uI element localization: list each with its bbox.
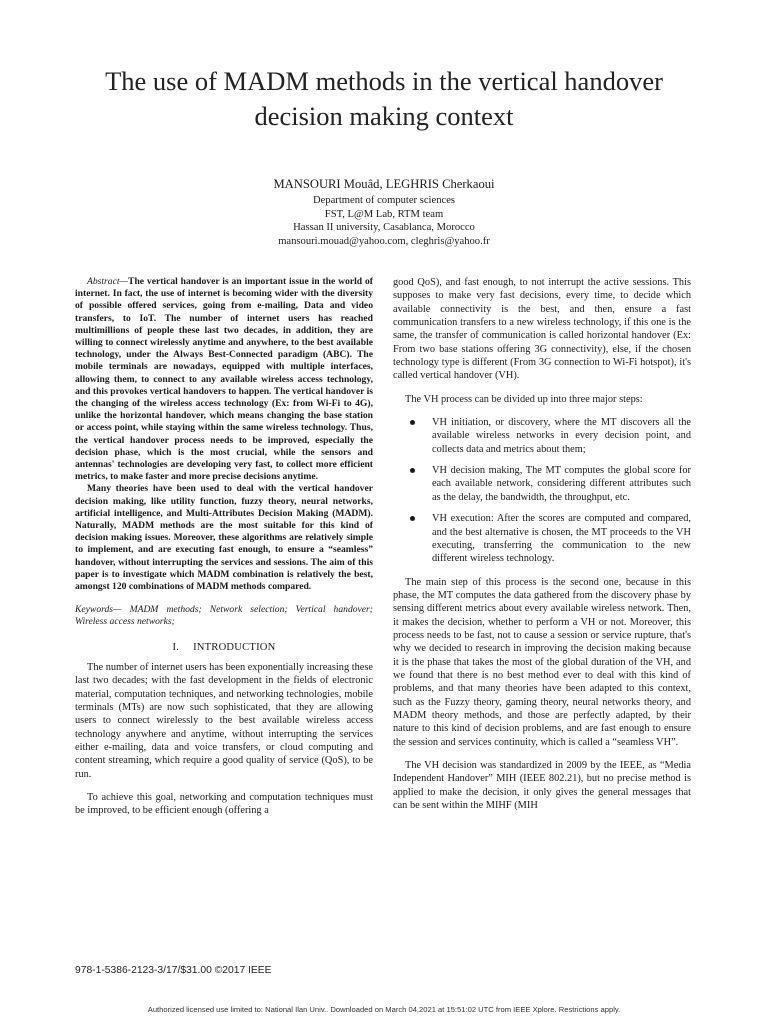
- list-item: [393, 416, 691, 456]
- intro-paragraph-1: The number of internet users has been exponentially increasing these last two decades; with the fast development in the fields of electronic material, computation techniques, and networking technologies, mobile terminals (MTs) are now such sophisticated, that they are allowing users to connect wirelessly to the best available wireless access technology anywhere and anytime, without interrupting the services either e-mailing, data and voice transfers, or cloud computing and content streaming, which require a good quality of service (QoS), to be run.: [75, 662, 373, 780]
- list-item-text: VH initiation, or discovery, where the MT discovers all the available wireless networks in every decision point, and collects data and metrics about them;: [432, 417, 691, 455]
- right-paragraph-0: good QoS), and fast enough, to not interrupt the active sessions. This supposes to make very fast decisions, every time, to decide which available connectivity is the best, and then, ensure a fast communication transfers to a new wireless technology, if this one is the same, the transfer of communication is called horizontal handover (Ex: From two base stations offering 3G connectivity), else, if the chosen technology type is different (From 3G connection to Wi-Fi hotspot), it's called vertical handover (VH).: [393, 277, 691, 382]
- section-title: INTRODUCTION: [193, 641, 276, 653]
- paper-title: The use of MADM methods in the vertical handover decision making context: [105, 66, 663, 131]
- affiliation-lab: FST, L@M Lab, RTM team: [324, 208, 444, 220]
- abstract-text-1: The vertical handover is an important issue in the world of internet. In fact, the use of internet is becoming wider with the diversity of possible offered services, going from e-mailing, Data and video transfers, to IoT. The number of internet users has reached multimillions of people these last two decades, in addition, they are willing to connect wirelessly anytime and anywhere, to the best available technology, under the Always Best-Connected paradigm (ABC). The mobile terminals are nowadays, equipped with multiple interfaces, allowing them, to connect to any available wireless access technology, and this provokes vertical handovers to happen. The vertical handover is the changing of the wireless access technology (Ex: from Wi-Fi to 4G), unlike the horizontal handover, which means changing the base station or access point, while staying within the same wireless technology. Thus, the vertical handover process needs to be improved, especially the decision phase, which is the most crucial, while the sensors and antennas' technologies are developing very fast, to collect more efficient metrics, to make faster and more precise decisions anytime.: [75, 276, 373, 483]
- section-number: I.: [172, 641, 180, 653]
- paper-authors: MANSOURI Mouâd, LEGHRIS Cherkaoui: [273, 177, 495, 191]
- right-paragraph-2: The main step of this process is the second one, because in this phase, the MT computes the data gathered from the discovery phase by sensing different metrics about every available wireless network. Then, it makes the decision, whether to perform a VH or not. Moreover, this process needs to be fast, not to cause a session or service rupture, that's why we decided to research in improving the decision making because it is the phase that takes the most of the global duration of the VH, and we found that there is no best method ever to deal with this kind of problems, and that many theories have been adapted to this context, such as the Fuzzy theory, gaming theory, neural networks theory, and MADM theory methods, and those are perfectly adapted, by their nature to this kind of decision problems, and are fast enough to ensure the session and services continuity, which is called a “seamless VH”.: [393, 576, 691, 748]
- list-item: [393, 512, 691, 565]
- affiliation-emails: mansouri.mouad@yahoo.com, cleghris@yahoo.fr: [278, 235, 490, 247]
- right-paragraph-3: The VH decision was standardized in 2009 by the IEEE, as “Media Independent Handover” MIH (IEEE 802.21), but no precise method is applied to make the decision, it only gives the general messages that can be sent within the MIHF (MIH: [393, 760, 691, 812]
- right-column: [393, 276, 691, 822]
- introduction-body: [75, 661, 373, 818]
- bullet-icon: [410, 516, 415, 521]
- isbn-footer: 978-1-5386-2123-3/17/$31.00 ©2017 IEEE: [75, 965, 272, 976]
- abstract: [75, 276, 373, 593]
- abstract-paragraph-1: [75, 276, 373, 483]
- bullet-icon: [410, 420, 415, 425]
- keywords: Keywords— MADM methods; Network selection; Vertical handover; Wireless access networks;: [75, 604, 373, 628]
- section-heading-introduction: [75, 641, 373, 654]
- left-column: [75, 276, 373, 818]
- intro-paragraph-2: To achieve this goal, networking and computation techniques must be improved, to be efficient enough (offering a: [75, 792, 373, 817]
- affiliation-university: Hassan II university, Casablanca, Morocco: [293, 222, 475, 233]
- abstract-paragraph-2: Many theories have been used to deal with the vertical handover decision making, like utility function, fuzzy theory, neural networks, artificial intelligence, and Multi-Attributes Decision Making (MADM). Naturally, MADM methods are the most suitable for this kind of decision making issues. Moreover, these algorithms are relatively simple to implement, and are executing fast enough, to ensure a “seamless” handover, without interrupting the services and sessions. The aim of this paper is to investigate which MADM combination is relatively the best, amongst 120 combinations of MADM methods compared.: [75, 483, 373, 593]
- list-item-text: VH decision making, The MT computes the global score for each available network, considering different attributes such as the delay, the bandwidth, the throughput, etc.: [432, 465, 691, 503]
- vh-steps-list: [393, 416, 691, 565]
- affiliation-department: Department of computer sciences: [312, 195, 456, 206]
- author-affiliation: [120, 194, 648, 248]
- list-item: [393, 464, 691, 504]
- license-notice: Authorized licensed use limited to: National Ilan Univ.. Downloaded on March 04,2021 at 15:51:02 UTC from IEEE Xplore. Restrictions apply.: [147, 1005, 621, 1014]
- list-item-text: VH execution: After the scores are computed and compared, and the best alternative is chosen, the MT proceeds to the VH executing, transferring the communication to the new different wireless technology.: [432, 513, 691, 565]
- right-paragraph-1: The VH process can be divided up into three major steps:: [405, 393, 643, 405]
- abstract-label: Abstract—: [87, 276, 129, 287]
- bullet-icon: [410, 468, 415, 473]
